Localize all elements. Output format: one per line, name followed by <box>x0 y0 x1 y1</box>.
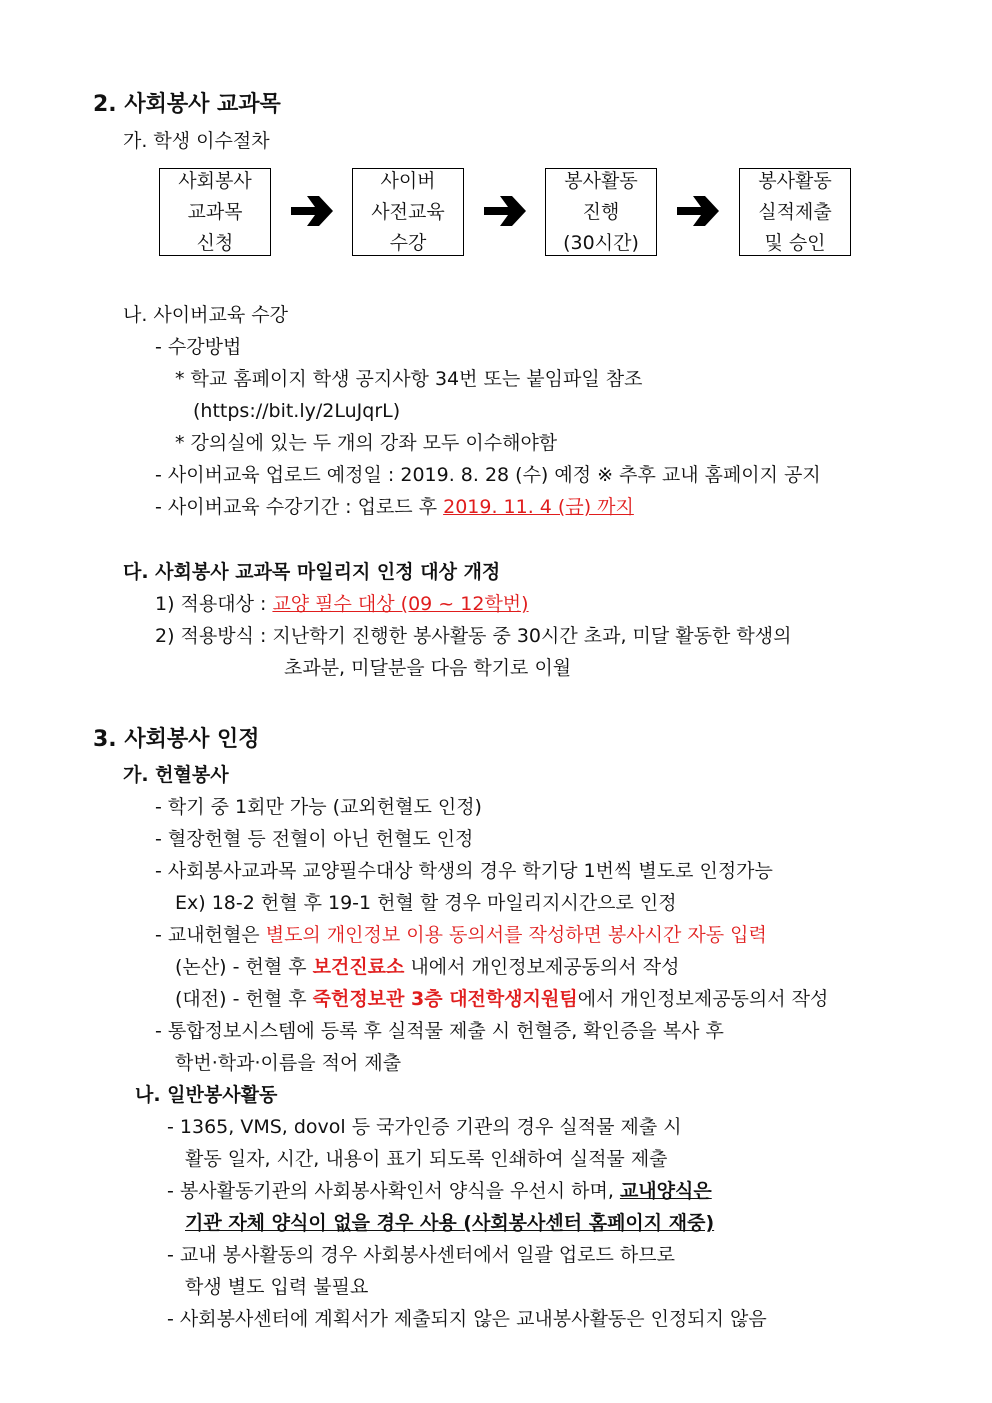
note-homepage: * 학교 홈페이지 학생 공지사항 34번 또는 붙임파일 참조 <box>175 368 643 390</box>
blood-nonsan-post: 내에서 개인정보제공동의서 작성 <box>404 956 680 978</box>
flow-step-1 <box>159 168 271 256</box>
apply-method-cont: 초과분, 미달분을 다음 학기로 이월 <box>284 657 572 679</box>
blood-daejeon-pre: (대전) - 헌혈 후 <box>175 988 313 1010</box>
blood-item-3-example: Ex) 18-2 헌혈 후 19-1 헌혈 할 경우 마일리지시간으로 인정 <box>175 892 677 914</box>
arrow-right-icon <box>482 194 528 228</box>
flow-step-line: 봉사활동 <box>758 169 832 192</box>
blood-item-5: - 통합정보시스템에 등록 후 실적물 제출 시 헌혈증, 확인증을 복사 후 <box>155 1020 724 1042</box>
section-3-title: 3. 사회봉사 인정 <box>93 727 260 752</box>
section-2-title: 2. 사회봉사 교과목 <box>93 92 281 117</box>
flow-step-2 <box>352 168 464 256</box>
flow-step-line: (30시간) <box>563 231 639 254</box>
period-label: - 사이버교육 수강기간 : 업로드 후 <box>155 496 444 518</box>
bullet-upload-date: - 사이버교육 업로드 예정일 : 2019. 8. 28 (수) 예정 ※ 추후 교내 홈페이지 공지 <box>155 464 821 486</box>
arrow-right-icon <box>289 194 335 228</box>
general-item-2-emphasis: 교내양식은 <box>619 1180 712 1202</box>
subsection-general-title: 나. 일반봉사활동 <box>135 1084 278 1106</box>
blood-item-4 <box>155 922 767 948</box>
period-deadline: 2019. 11. 4 (금) 까지 <box>443 496 634 518</box>
blood-daejeon-post: 에서 개인정보제공동의서 작성 <box>577 988 829 1010</box>
subsection-blood-title: 가. 헌혈봉사 <box>123 764 229 786</box>
flow-step-line: 수강 <box>389 231 427 254</box>
blood-item-3: - 사회봉사교과목 교양필수대상 학생의 경우 학기당 1번씩 별도로 인정가능 <box>155 860 773 882</box>
general-item-1-cont: 활동 일자, 시간, 내용이 표기 되도록 인쇄하여 실적물 제출 <box>185 1148 668 1170</box>
flow-step-line: 봉사활동 <box>564 169 638 192</box>
blood-item-4-highlight: 별도의 개인정보 이용 동의서를 작성하면 봉사시간 자동 입력 <box>265 924 767 946</box>
apply-target <box>155 591 529 617</box>
subsection-na-title: 나. 사이버교육 수강 <box>123 304 288 326</box>
apply-target-label: 1) 적용대상 : <box>155 593 273 615</box>
flow-step-line: 실적제출 <box>758 200 832 223</box>
subsection-da-title: 다. 사회봉사 교과목 마일리지 인정 대상 개정 <box>123 561 501 583</box>
blood-item-4-label: - 교내헌혈은 <box>155 924 266 946</box>
note-link: (https://bit.ly/2LuJqrL) <box>193 400 401 422</box>
bullet-period <box>155 494 634 520</box>
apply-target-value: 교양 필수 대상 (09 ~ 12학번) <box>272 593 529 615</box>
apply-method: 2) 적용방식 : 지난학기 진행한 봉사활동 중 30시간 초과, 미달 활동한 학생의 <box>155 625 792 647</box>
blood-daejeon-place: 죽헌정보관 3층 대전학생지원팀 <box>312 988 578 1010</box>
blood-nonsan-pre: (논산) - 헌혈 후 <box>175 956 313 978</box>
flow-step-line: 교과목 <box>187 200 243 223</box>
note-lectures: * 강의실에 있는 두 개의 강좌 모두 이수해야함 <box>175 432 558 454</box>
flow-step-line: 사이버 <box>380 169 436 192</box>
blood-item-1: - 학기 중 1회만 가능 (교외헌혈도 인정) <box>155 796 482 818</box>
general-item-3: - 교내 봉사활동의 경우 사회봉사센터에서 일괄 업로드 하므로 <box>167 1244 675 1266</box>
flow-step-4 <box>739 168 851 256</box>
blood-daejeon <box>175 986 828 1012</box>
general-item-2 <box>167 1178 712 1204</box>
flow-step-line: 및 승인 <box>764 231 826 254</box>
blood-nonsan-place: 보건진료소 <box>312 956 405 978</box>
subsection-ga-title: 가. 학생 이수절차 <box>123 130 270 152</box>
blood-item-2: - 혈장헌혈 등 전혈이 아닌 헌혈도 인정 <box>155 828 474 850</box>
blood-item-5-cont: 학번·학과·이름을 적어 제출 <box>175 1052 402 1074</box>
general-item-1: - 1365, VMS, dovol 등 국가인증 기관의 경우 실적물 제출 시 <box>167 1116 682 1138</box>
flow-step-line: 진행 <box>582 200 620 223</box>
flow-step-line: 신청 <box>196 231 234 254</box>
blood-nonsan <box>175 954 679 980</box>
flow-step-3 <box>545 168 657 256</box>
general-item-3-cont: 학생 별도 입력 불필요 <box>185 1276 369 1298</box>
flow-step-line: 사전교육 <box>371 200 445 223</box>
general-item-4: - 사회봉사센터에 계획서가 제출되지 않은 교내봉사활동은 인정되지 않음 <box>167 1308 767 1330</box>
arrow-right-icon <box>675 194 721 228</box>
flow-step-line: 사회봉사 <box>178 169 252 192</box>
general-item-2-text: - 봉사활동기관의 사회봉사확인서 양식을 우선시 하며, <box>167 1180 620 1202</box>
general-item-2-cont: 기관 자체 양식이 없을 경우 사용 (사회봉사센터 홈페이지 재중) <box>185 1212 715 1234</box>
bullet-method: - 수강방법 <box>155 336 242 358</box>
